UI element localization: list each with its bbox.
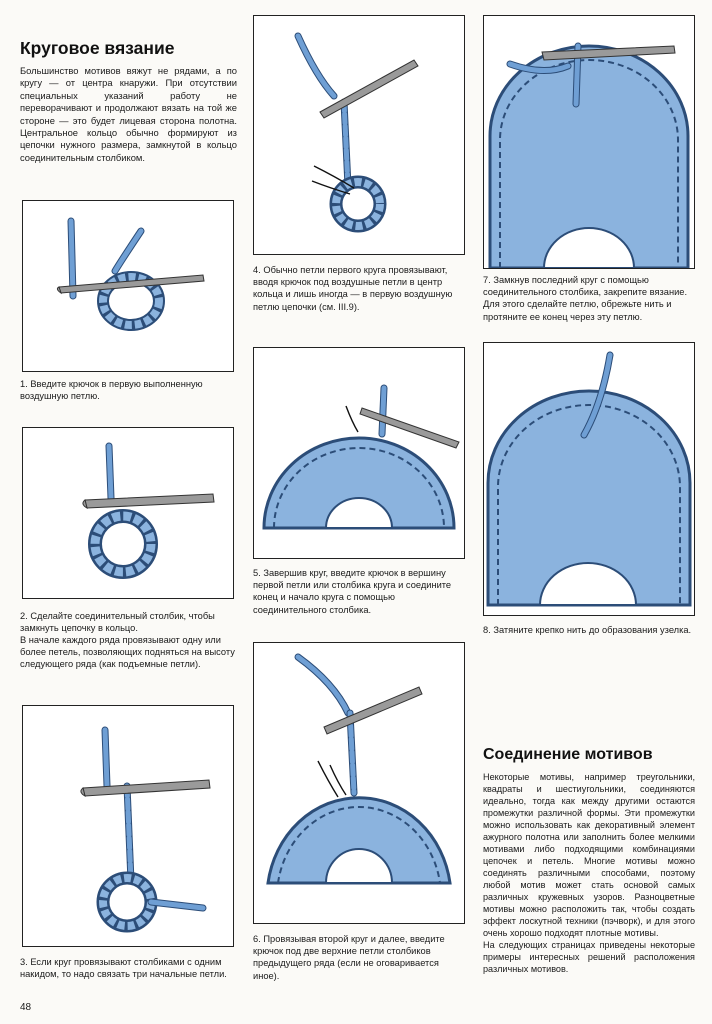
figure-8 [483,342,695,616]
joining-text-2: На следующих страницах приведены некоторые примеры интересных решений расположения различных мотивов. [483,940,695,974]
figure-7 [483,15,695,269]
joining-section [483,746,695,975]
caption-6: 6. Провязывая второй круг и далее, введите крючок под две верхние петли столбиков предыдущего ряда (если не оговаривается иное). [253,934,445,981]
caption-1: 1. Введите крючок в первую выполненную воздушную петлю. [20,379,203,402]
figure-4 [253,15,465,255]
caption-2-extra: В начале каждого ряда провязывают одну или более петель, позволяющих подняться на высоту следующего ряда (как подъемные петли). [20,635,235,670]
figure-6 [253,642,465,924]
caption-2: 2. Сделайте соединительный столбик, чтобы замкнуть цепочку в кольцо. [20,611,215,634]
figure-3 [22,705,234,947]
figure-1-illustration [23,201,233,371]
figure-7-illustration [484,16,694,268]
figure-2-illustration [23,428,233,598]
figure-3-illustration [23,706,233,946]
caption-3: 3. Если круг провязывают столбиками с одним накидом, то надо связать три начальные петли. [20,957,227,980]
page-number: 48 [20,1002,32,1013]
figure-2 [22,427,234,599]
section-title-circular: Круговое вязание [20,38,175,58]
caption-4: 4. Обычно петли первого круга провязывают, вводя крючок под воздушные петли в центр кольца и лишь иногда — в первую воздушную петлю цепочки (см. III.9). [253,265,453,312]
caption-5: 5. Завершив круг, введите крючок в вершину первой петли или столбика круга и соедините конец и начало круга с помощью соединительного столбика. [253,568,452,615]
intro-text: Большинство мотивов вяжут не рядами, а по кругу — от центра кнаружи. При отсутствии специальных указаний работу не переворачивают и продолжают вязать на той же стороне — это будет лицевая сторона полотна. Центральное кольцо обычно формируют из цепочки нужного размера, замкнутой в кольцо соединительным столбиком. [20,65,237,163]
figure-5-illustration [254,348,464,558]
intro-block [20,38,237,164]
caption-7: 7. Замкнув последний круг с помощью соединительного столбика, закрепите вязание. Для этого сделайте петлю, обрежьте нить и протяните ее конец через эту петлю. [483,275,688,322]
figure-8-illustration [484,343,694,615]
figure-6-illustration [254,643,464,923]
figure-1 [22,200,234,372]
figure-4-illustration [254,16,464,254]
joining-text: Некоторые мотивы, например треугольники, квадраты и шестиугольники, соединяются идеально, тогда как между другими остаются промежутки различной формы. Эти промежутки можно использовать как декоративный элемент ажурного полотна или заполнить более мелкими мотивами либо подходящими комбинациями цепочек и петель. Многие мотивы можно соединять различными способами, поэтому любой мотив может стать основой самых различных кружевных узоров. Разноцветные мотивы можно расположить так, чтобы создать эффект лоскутной техники (пэчворк), и для этого очень хорошо подходят плотные мотивы. [483,772,695,938]
section-title-joining: Соединение мотивов [483,746,653,763]
caption-8: 8. Затяните крепко нить до образования узелка. [483,625,692,635]
figure-5 [253,347,465,559]
